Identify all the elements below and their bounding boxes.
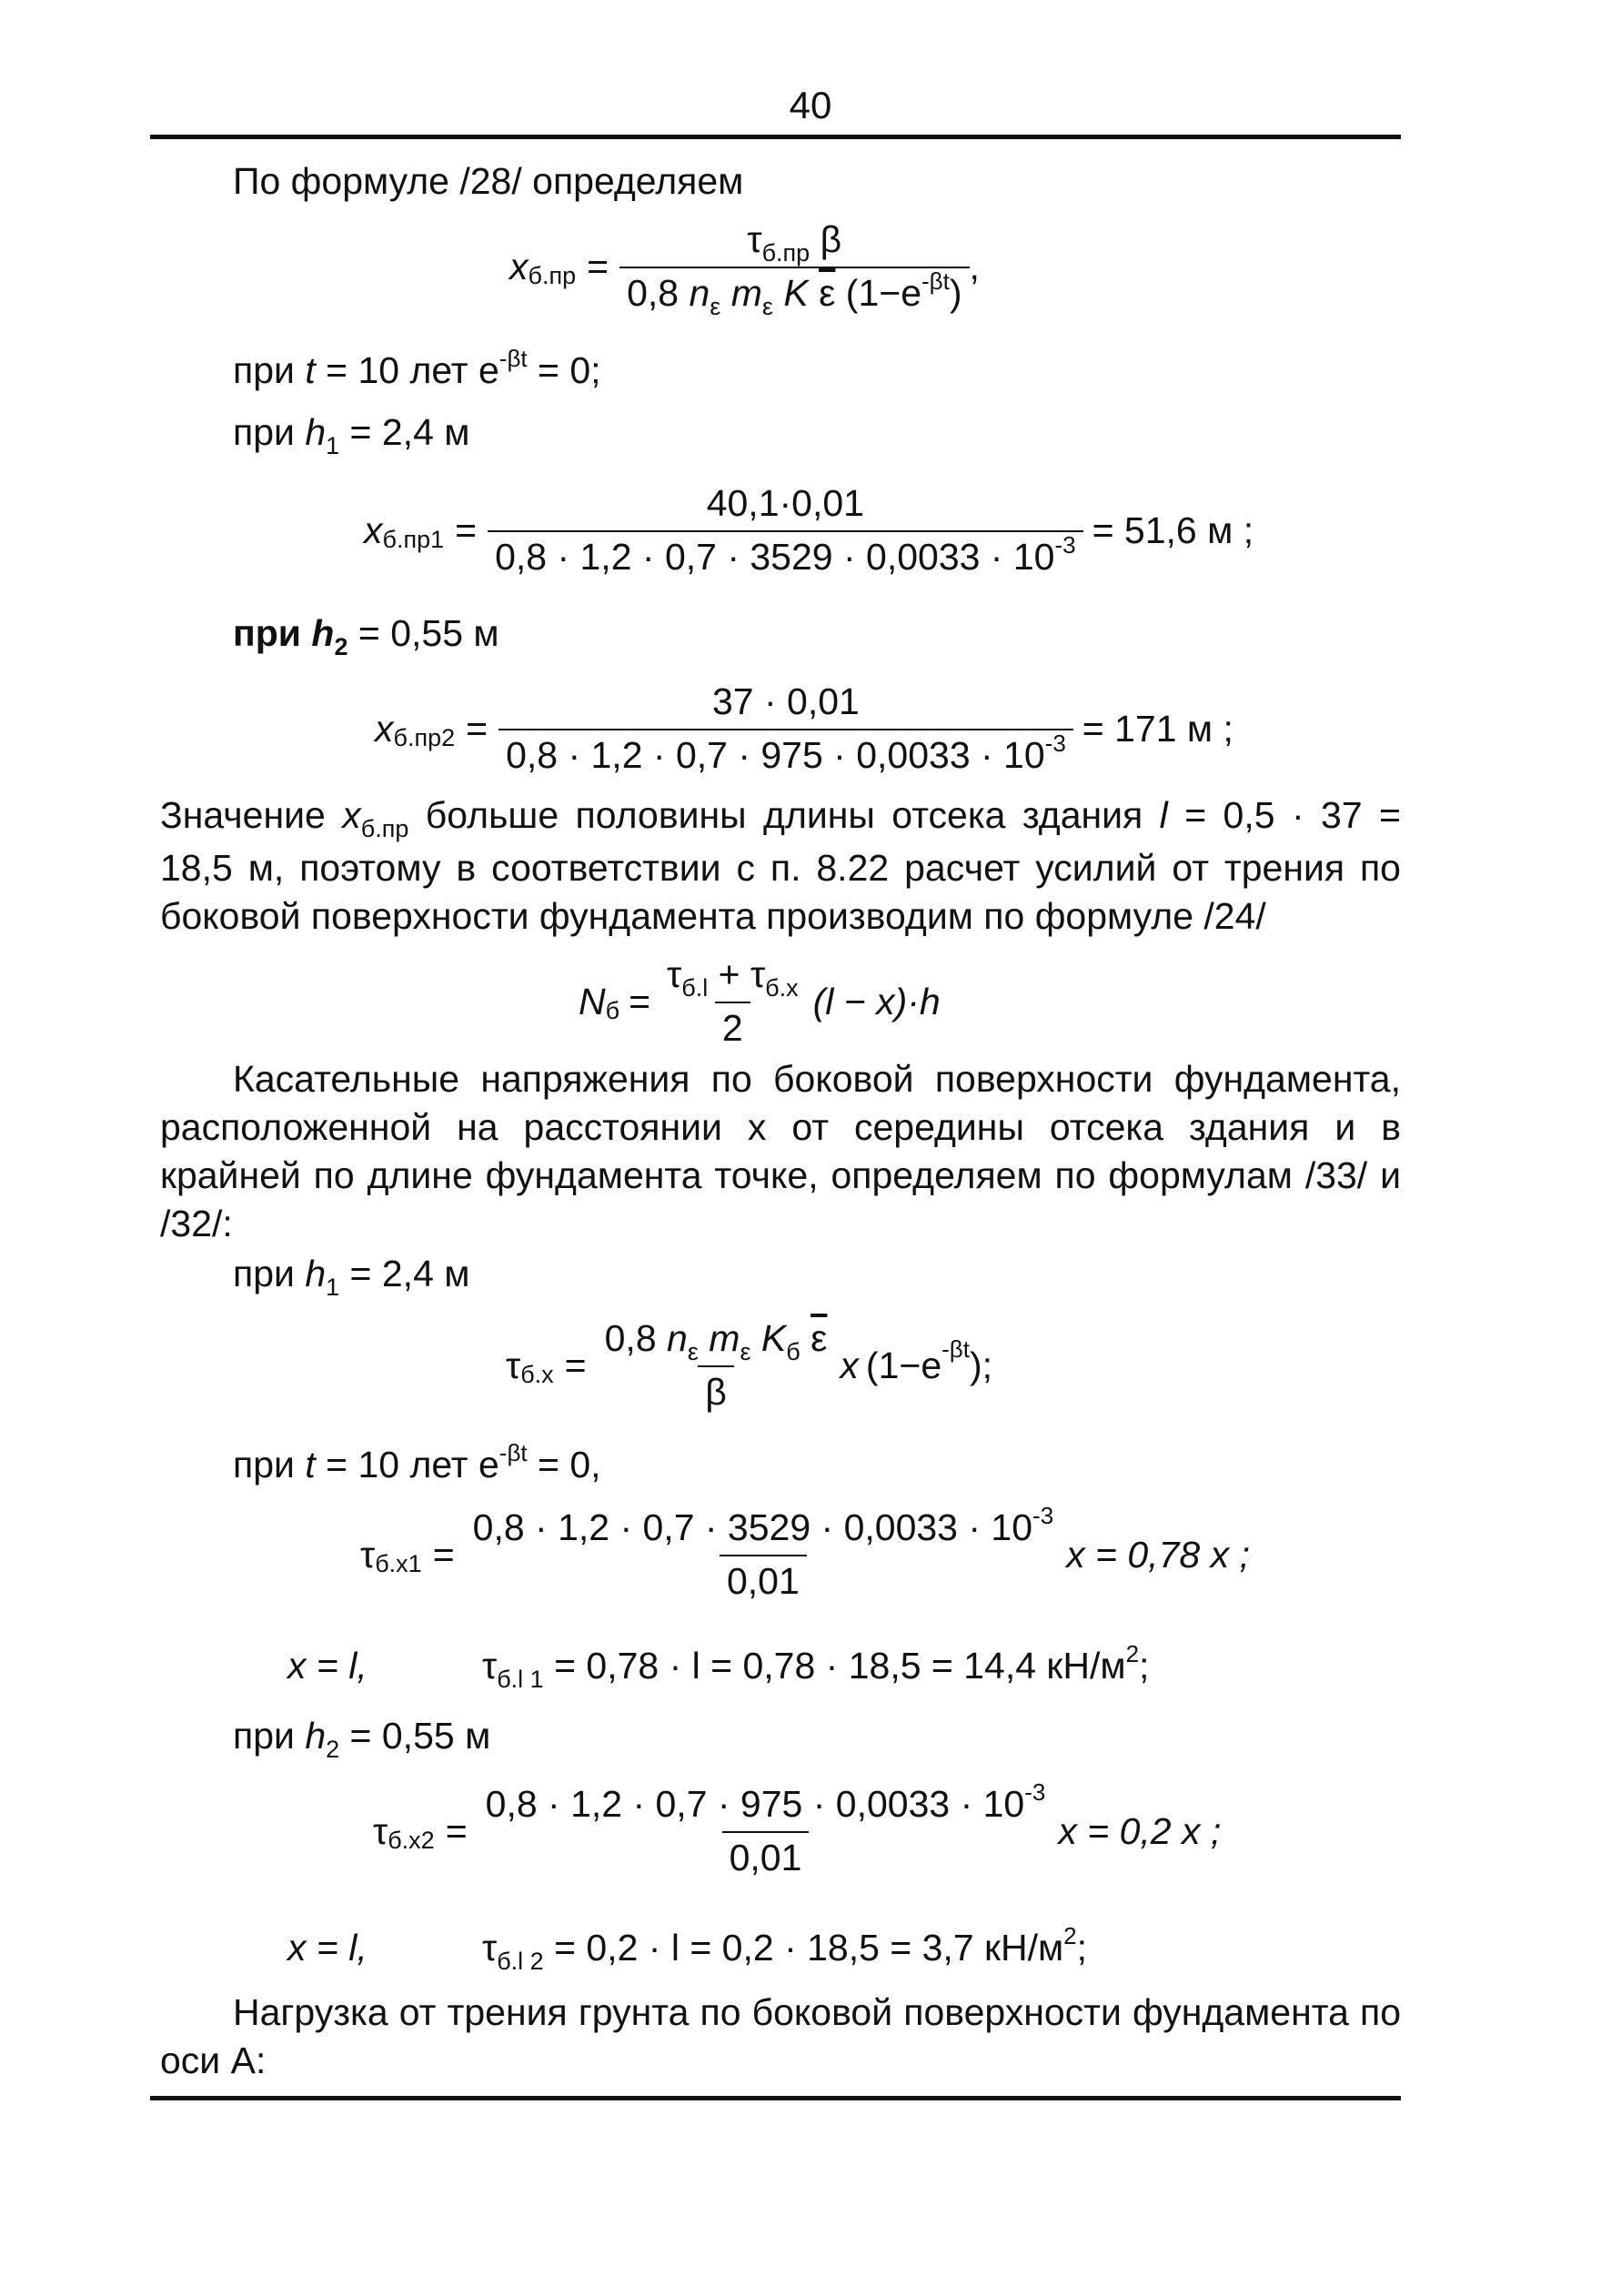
condition-t: при t = 10 лет $e^{-\beta t} = 0$; [233,345,601,391]
condition-h1-second: при $h_1 = 2,4$ м [233,1253,470,1301]
header-rule [150,135,1401,139]
condition-h1: при $h_1 = 2,4$ м [233,411,470,459]
paragraph-3: Нагрузка от трения грунта по боковой поверхности фундамента по оси А: [160,1991,1401,2081]
condition-h2: при $h_2 = 0,55$ м [233,612,499,660]
fraction: $\frac{\tau_{б.l} + \tau_{б.x}}{2}$ [667,953,799,1049]
formula-x-bpr1: x б.пр1 = $\frac{40,1\cdot 0,01}{0,8 \cdot 1,2 \cdot 0,7 \cdot 3529 \cdot 0,0033 \cdot 10^{-3}}$ = 51,6 м ; [364,482,1254,578]
formula-tau-bx1: τ б.x1 = $\frac{0,8 \cdot 1,2 \cdot 0,7 \cdot 3529 \cdot 0,0033 \cdot 10^{-3}}{0,01}$ x = 0,78 x ; [360,1502,1250,1602]
footer-rule [150,2096,1401,2100]
paragraph-1: Значение $x_{б.пр}$ больше половины длины отсека здания l = 0,5 · 37 = 18,5 м, поэтому в соответствии с п. 8.22 расчет усилий от трения по боковой поверхности фундамента производим по формуле /24/ [160,794,1401,937]
fraction: $\frac{40,1\cdot 0,01}{0,8 \cdot 1,2 \cdot 0,7 \cdot 3529 \cdot 0,0033 \cdot 10^{-3}}$ [488,482,1083,579]
intro-text: По формуле /28/ определяем [233,160,744,202]
tau-bl1-result: $\tau_{б.l 1} = 0,78 \cdot l = 0,78 \cdot 18,5 = 14,4$ $кН/м^2$; [482,1640,1150,1693]
fraction: $\frac{0,8 \cdot 1,2 \cdot 0,7 \cdot 975 \cdot 0,0033 \cdot 10^{-3}}{0,01}$ [485,1778,1046,1878]
condition-h2-second: при $h_2 = 0,55$ м [233,1715,491,1763]
fraction: $\frac{\tau_{б.пр} \beta}{0,8 n_\varepsilon m_\varepsilon K \overline{\varepsilon} (1-e^{-\beta t})}$ [619,218,969,315]
fraction: $\frac{0,8 \cdot 1,2 \cdot 0,7 \cdot 3529 \cdot 0,0033 \cdot 10^{-3}}{0,01}$ [472,1502,1054,1602]
paragraph-2: Касательные напряжения по боковой поверхности фундамента, расположенной на расстоянии x от середины отсека здания и в крайней по длине фундамента точке, определяем по формулам /33/ и /32/: [160,1058,1401,1244]
line-x-equals-l-2: x = l, [287,1927,367,1969]
page-number: 40 [789,84,832,126]
tau-bl2-result: $\tau_{б.l 2} = 0,2 \cdot l = 0,2 \cdot 18,5 = 3,7$ $кН/м^2$; [482,1922,1088,1975]
fraction: $\frac{0,8 n_\varepsilon m_\varepsilon K_б \overline{\varepsilon}}{\beta}$ [604,1317,828,1413]
formula-x-bpr2: x б.пр2 = $\frac{37 \cdot 0,01}{0,8 \cdot 1,2 \cdot 0,7 \cdot 975 \cdot 0,0033 \cdot 10^{-3}}$ = 171 м ; [375,680,1233,776]
line-x-equals-l-1: x = l, [287,1645,367,1687]
formula-x-bpr: x б.пр = $\frac{\tau_{б.пр} \beta}{0,8 n_\varepsilon m_\varepsilon K \overline{\varepsilon} (1-e^{-\beta t})}$ , [509,218,980,320]
condition-t-second: при t = 10 лет $e^{-\beta t} = 0$, [233,1439,601,1485]
formula-tau-bx2: τ б.x2 = $\frac{0,8 \cdot 1,2 \cdot 0,7 \cdot 975 \cdot 0,0033 \cdot 10^{-3}}{0,01}$ x = 0,2 x ; [373,1778,1222,1878]
fraction: $\frac{37 \cdot 0,01}{0,8 \cdot 1,2 \cdot 0,7 \cdot 975 \cdot 0,0033 \cdot 10^{-3}}$ [498,680,1073,777]
formula-tau-bx: τ б.x = $\frac{0,8 n_\varepsilon m_\varepsilon K_б \overline{\varepsilon}}{\beta}$ x (1−e -βt ); [506,1317,993,1413]
formula-N-b: N б = $\frac{\tau_{б.l} + \tau_{б.x}}{2}$ (l − x)·h [579,953,941,1049]
